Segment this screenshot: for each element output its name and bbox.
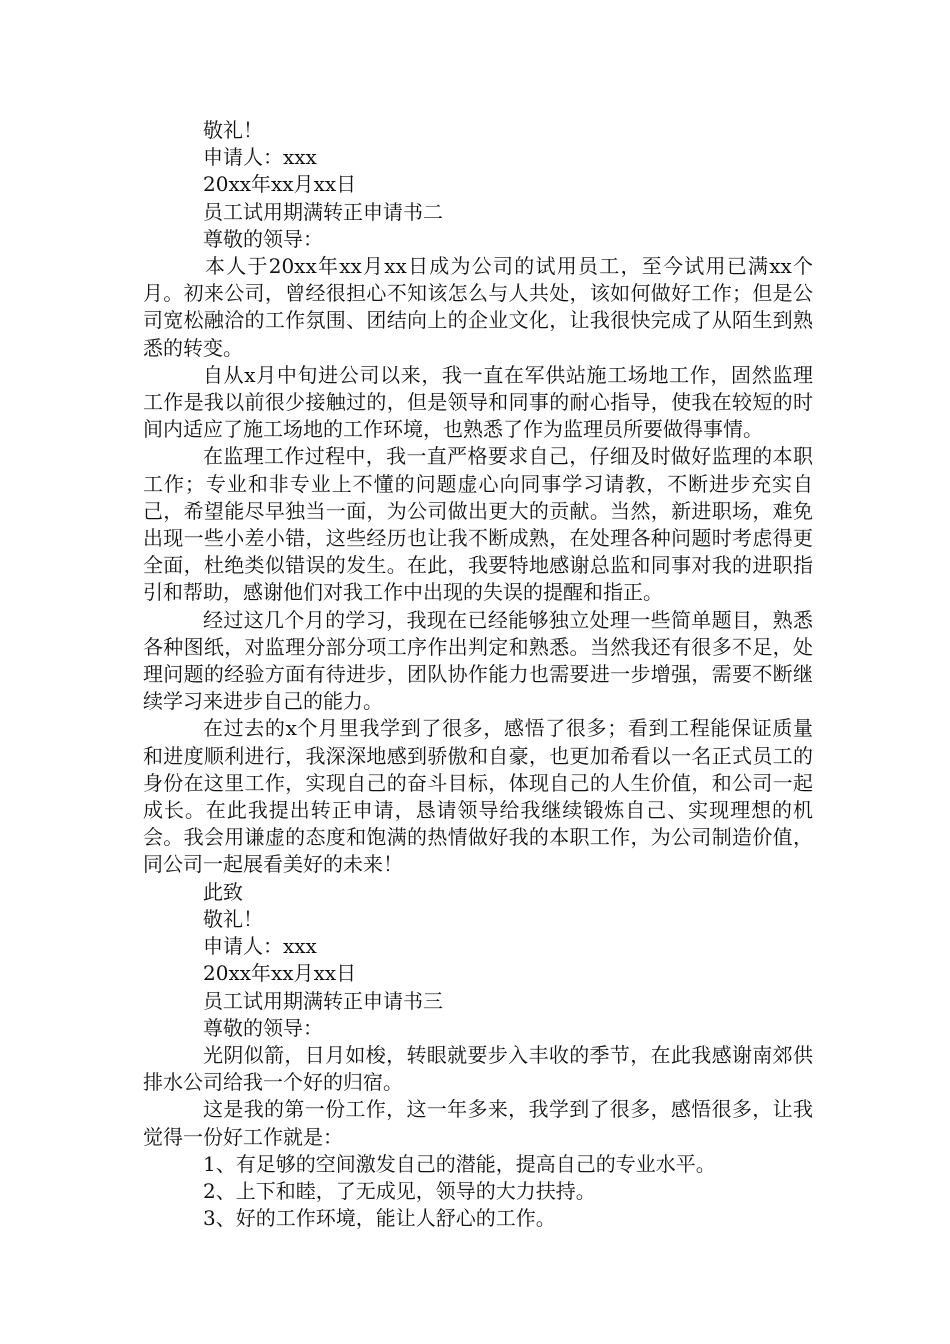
list-item: 1、有足够的空间激发自己的潜能，提高自己的专业水平。 (203, 1151, 716, 1176)
paragraph: 光阴似箭，日月如梭，转眼就要步入丰收的季节，在此我感谢南郊供排水公司给我一个好的归宿。 (143, 1042, 813, 1095)
applicant-line: 申请人：xxx (203, 934, 317, 959)
closing-regards: 此致 (203, 879, 243, 904)
applicant-line: 申请人：xxx (203, 145, 317, 170)
paragraph: 自从x月中旬进公司以来，我一直在军供站施工场地工作，固然监理工作是我以前很少接触过的，但是领导和同事的耐心指导，使我在较短的时间内适应了施工场地的工作环境，也熟悉了作为监理员所要做得事情。 (143, 362, 813, 442)
date-line: 20xx年xx月xx日 (203, 961, 357, 986)
document-body (143, 117, 813, 1232)
closing-salute: 敬礼！ (203, 118, 263, 142)
list-item: 3、好的工作环境，能让人舒心的工作。 (203, 1206, 556, 1231)
paragraph: 本人于20xx年xx月xx日成为公司的试用员工，至今试用已满xx个月。初来公司，曾经很担心不知该怎么与人共处，该如何做好工作；但是公司宽松融洽的工作氛围、团结向上的企业文化，让我很快完成了从陌生到熟悉的转变。 (143, 254, 813, 360)
closing-salute: 敬礼！ (203, 906, 263, 931)
section-title: 员工试用期满转正申请书二 (203, 199, 443, 224)
date-line: 20xx年xx月xx日 (203, 172, 357, 197)
greeting: 尊敬的领导： (203, 226, 323, 251)
greeting: 尊敬的领导： (203, 1015, 323, 1040)
paragraph: 经过这几个月的学习，我现在已经能够独立处理一些简单题目，熟悉各种图纸，对监理分部分项工序作出判定和熟悉。当然我还有很多不足，处理问题的经验方面有待进步，团队协作能力也需要进一步增强，需要不断继续学习来进步自己的能力。 (143, 607, 813, 714)
paragraph: 在监理工作过程中，我一直严格要求自己，仔细及时做好监理的本职工作；专业和非专业上不懂的问题虚心向同事学习请教，不断进步充实自己，希望能尽早独当一面，为公司做出更大的贡献。当然，新进职场，难免出现一些小差小错，这些经历也让我不断成熟，在处理各种问题时考虑得更全面，杜绝类似错误的发生。在此，我要特地感谢总监和同事对我的进职指引和帮助，感谢他们对我工作中出现的失误的提醒和指正。 (143, 444, 813, 605)
paragraph: 这是我的第一份工作，这一年多来，我学到了很多，感悟很多，让我觉得一份好工作就是： (143, 1097, 813, 1149)
section-title: 员工试用期满转正申请书三 (203, 988, 443, 1013)
paragraph: 在过去的x个月里我学到了很多，感悟了很多；看到工程能保证质量和进度顺利进行，我深深地感到骄傲和自豪，也更加希看以一名正式员工的身份在这里工作，实现自己的奋斗目标，体现自己的人生价值，和公司一起成长。在此我提出转正申请，恳请领导给我继续锻炼自己、实现理想的机会。我会用谦虚的态度和饱满的热情做好我的本职工作，为公司制造价值，同公司一起展看美好的未来！ (143, 716, 813, 877)
list-item: 2、上下和睦，了无成见，领导的大力扶持。 (203, 1178, 596, 1203)
